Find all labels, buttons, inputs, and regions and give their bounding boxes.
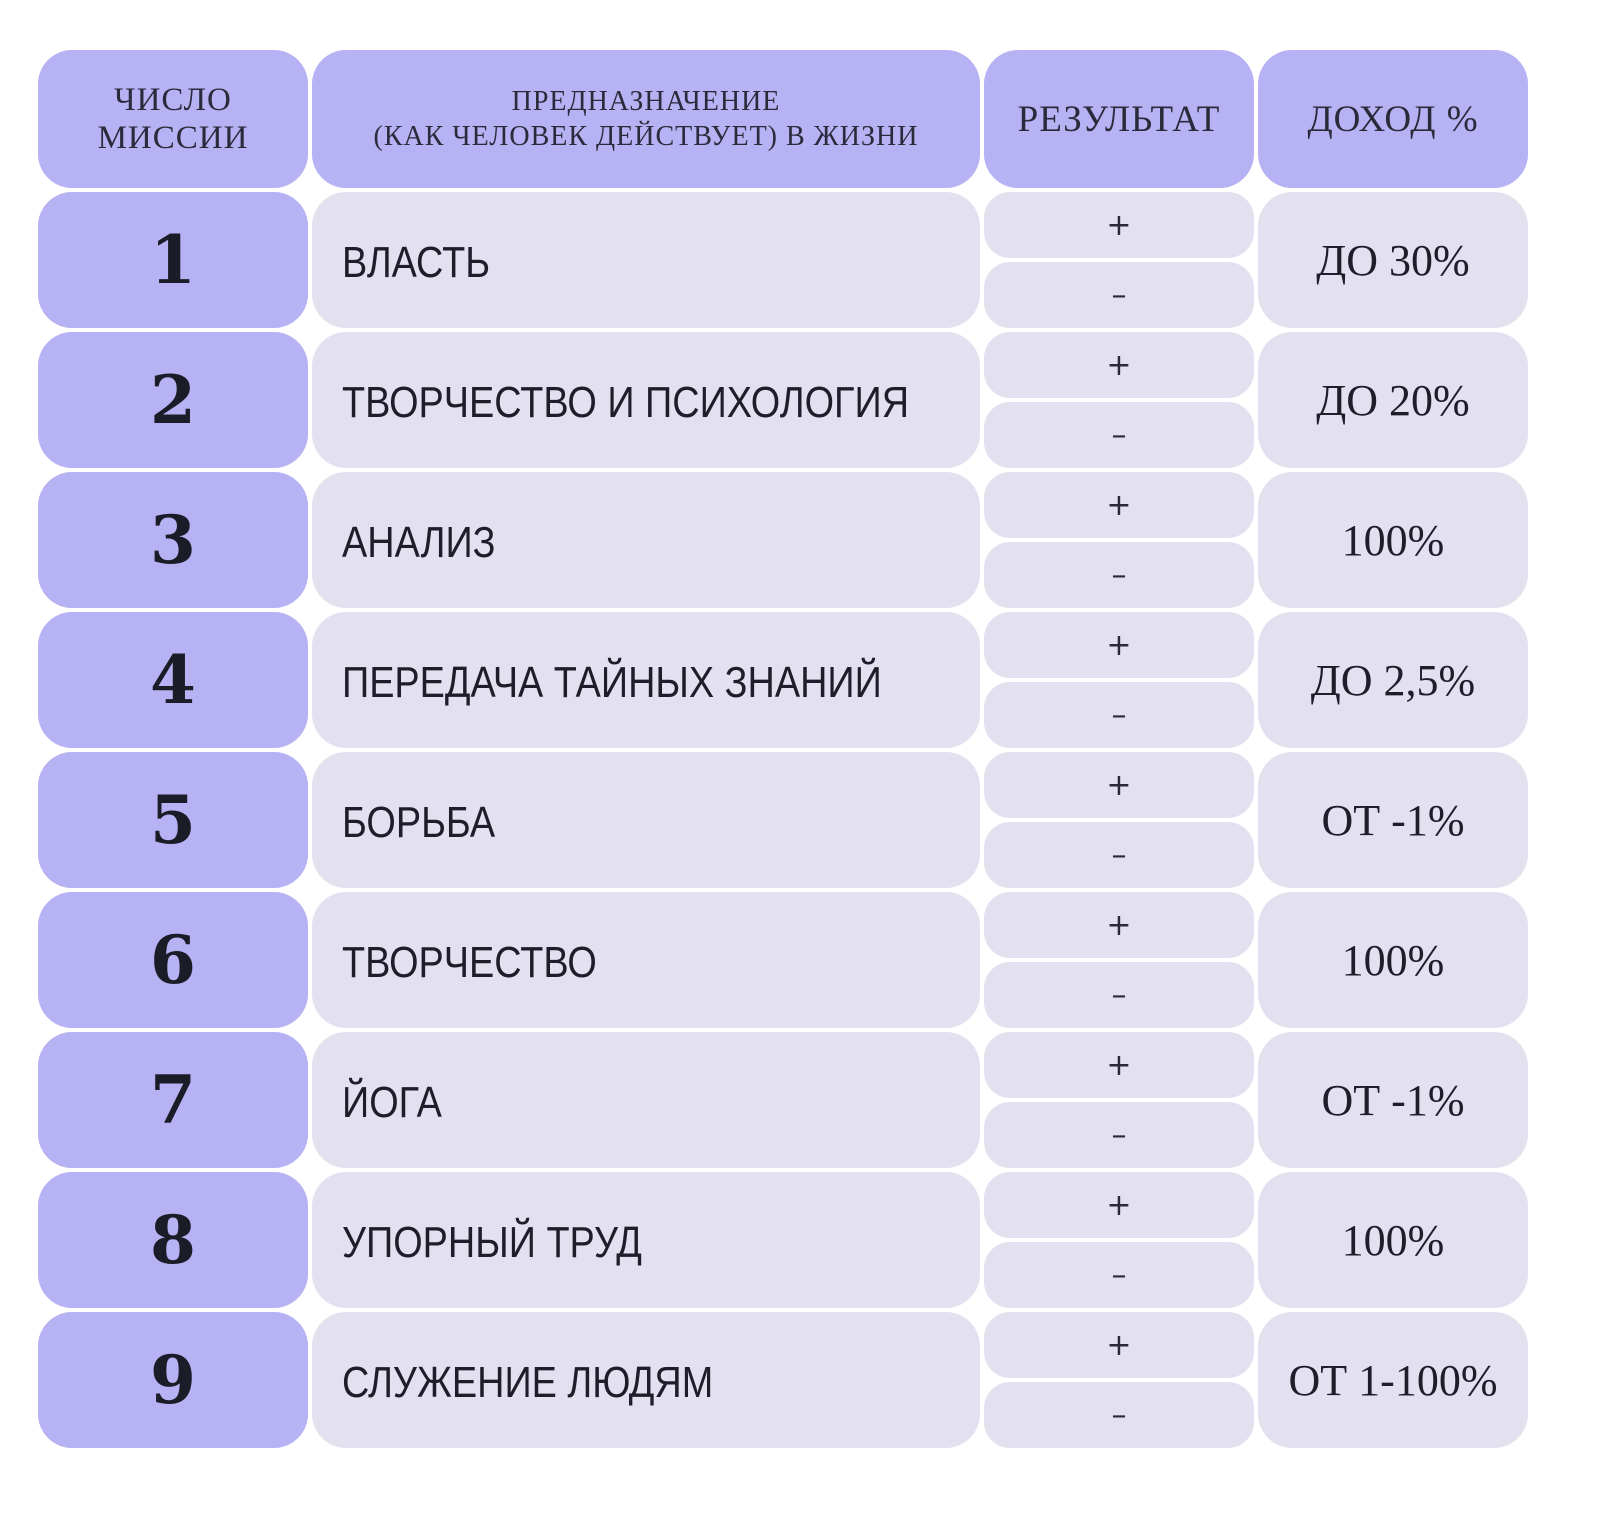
income-value: ОТ -1% — [1321, 795, 1465, 845]
result-minus-cell — [984, 1102, 1254, 1168]
mission-number: 6 — [150, 921, 196, 999]
mission-number-cell — [38, 472, 308, 608]
purpose-label: ЙОГА — [342, 1078, 442, 1127]
purpose-label: СЛУЖЕНИЕ ЛЮДЯМ — [342, 1358, 714, 1407]
income-value: ОТ -1% — [1321, 1075, 1465, 1125]
result-minus-sign: – — [1111, 837, 1127, 873]
purpose-label: УПОРНЫЙ ТРУД — [342, 1218, 642, 1267]
result-minus-cell — [984, 1242, 1254, 1308]
result-minus-sign: – — [1111, 557, 1127, 593]
header-result-label: РЕЗУЛЬТАТ — [1017, 98, 1221, 140]
purpose-cell — [312, 752, 980, 888]
mission-number-cell — [38, 1172, 308, 1308]
mission-number-cell — [38, 1312, 308, 1448]
result-minus-cell — [984, 1382, 1254, 1448]
mission-number: 1 — [150, 221, 196, 299]
header-income — [1258, 50, 1528, 188]
result-plus-sign: + — [1106, 347, 1132, 383]
mission-number-cell — [38, 332, 308, 468]
result-plus-cell — [984, 1032, 1254, 1098]
mission-number-cell — [38, 892, 308, 1028]
result-plus-sign: + — [1106, 627, 1132, 663]
purpose-label: ТВОРЧЕСТВО И ПСИХОЛОГИЯ — [342, 378, 910, 427]
result-minus-sign: – — [1111, 1117, 1127, 1153]
mission-number-cell — [38, 192, 308, 328]
income-value: ДО 2,5% — [1310, 655, 1476, 705]
purpose-cell — [312, 1312, 980, 1448]
mission-number-cell — [38, 1032, 308, 1168]
result-minus-sign: – — [1111, 1257, 1127, 1293]
income-value: 100% — [1341, 1215, 1445, 1265]
mission-number: 5 — [150, 781, 196, 859]
header-result — [984, 50, 1254, 188]
income-cell — [1258, 892, 1528, 1028]
income-cell — [1258, 1312, 1528, 1448]
header-income-label: ДОХОД % — [1307, 98, 1479, 140]
income-value: 100% — [1341, 515, 1445, 565]
result-plus-sign: + — [1106, 1047, 1132, 1083]
purpose-cell — [312, 332, 980, 468]
result-plus-sign: + — [1106, 207, 1132, 243]
purpose-label: ВЛАСТЬ — [342, 238, 491, 287]
income-value: ОТ 1-100% — [1288, 1355, 1498, 1405]
result-minus-sign: – — [1111, 697, 1127, 733]
purpose-label: ПЕРЕДАЧА ТАЙНЫХ ЗНАНИЙ — [342, 658, 882, 707]
result-plus-cell — [984, 1312, 1254, 1378]
result-plus-sign: + — [1106, 1187, 1132, 1223]
result-minus-cell — [984, 822, 1254, 888]
result-plus-cell — [984, 752, 1254, 818]
mission-number: 7 — [150, 1061, 196, 1139]
mission-number: 3 — [150, 501, 196, 579]
income-value: 100% — [1341, 935, 1445, 985]
income-value: ДО 30% — [1316, 235, 1470, 285]
income-cell — [1258, 612, 1528, 748]
purpose-label: ТВОРЧЕСТВО — [342, 938, 597, 987]
income-cell — [1258, 1032, 1528, 1168]
purpose-cell — [312, 1032, 980, 1168]
income-cell — [1258, 1172, 1528, 1308]
purpose-cell — [312, 1172, 980, 1308]
header-mission-number-line1: ЧИСЛО — [114, 82, 232, 118]
purpose-cell — [312, 612, 980, 748]
income-cell — [1258, 192, 1528, 328]
mission-number: 4 — [150, 641, 196, 719]
mission-number-cell — [38, 752, 308, 888]
result-minus-sign: – — [1111, 1397, 1127, 1433]
mission-number: 2 — [150, 361, 196, 439]
result-minus-sign: – — [1111, 417, 1127, 453]
result-minus-cell — [984, 962, 1254, 1028]
result-plus-cell — [984, 192, 1254, 258]
header-mission-number-line2: МИССИИ — [97, 120, 249, 156]
result-minus-cell — [984, 262, 1254, 328]
result-plus-cell — [984, 472, 1254, 538]
result-plus-sign: + — [1106, 767, 1132, 803]
mission-number: 8 — [150, 1201, 196, 1279]
purpose-cell — [312, 892, 980, 1028]
mission-number: 9 — [150, 1341, 196, 1419]
purpose-cell — [312, 192, 980, 328]
result-plus-sign: + — [1106, 487, 1132, 523]
income-cell — [1258, 752, 1528, 888]
income-cell — [1258, 332, 1528, 468]
header-purpose — [312, 50, 980, 188]
income-value: ДО 20% — [1316, 375, 1470, 425]
income-cell — [1258, 472, 1528, 608]
result-minus-cell — [984, 542, 1254, 608]
header-mission-number — [38, 50, 308, 188]
result-minus-cell — [984, 682, 1254, 748]
purpose-label: АНАЛИЗ — [342, 518, 496, 567]
purpose-label: БОРЬБА — [342, 798, 496, 847]
result-plus-sign: + — [1106, 907, 1132, 943]
result-minus-cell — [984, 402, 1254, 468]
result-plus-cell — [984, 612, 1254, 678]
result-minus-sign: – — [1111, 277, 1127, 313]
result-plus-sign: + — [1106, 1327, 1132, 1363]
purpose-cell — [312, 472, 980, 608]
result-plus-cell — [984, 892, 1254, 958]
header-purpose-line1: ПРЕДНАЗНАЧЕНИЕ — [511, 86, 781, 117]
result-minus-sign: – — [1111, 977, 1127, 1013]
header-purpose-line2: (КАК ЧЕЛОВЕК ДЕЙСТВУЕТ) В ЖИЗНИ — [373, 121, 919, 152]
result-plus-cell — [984, 332, 1254, 398]
mission-number-cell — [38, 612, 308, 748]
result-plus-cell — [984, 1172, 1254, 1238]
